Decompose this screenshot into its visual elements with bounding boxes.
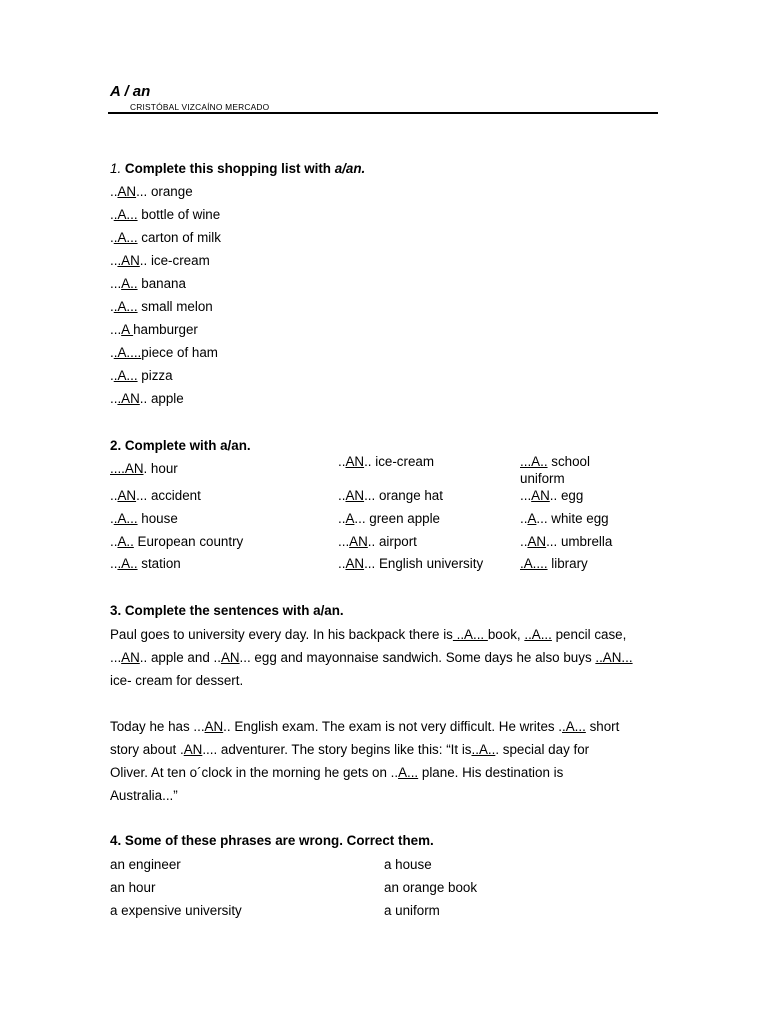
item-prefix: . — [110, 207, 114, 223]
item-text: .. egg — [549, 488, 584, 503]
item-prefix: .. — [110, 488, 118, 503]
item-text: ... accident — [136, 488, 201, 503]
item-text: ... white egg — [536, 511, 609, 526]
answer-blank: ....AN — [110, 461, 144, 476]
item-text-continued: uniform — [520, 471, 565, 486]
section-1-heading — [110, 160, 365, 177]
item-text: European country — [133, 534, 244, 549]
grid-cell — [110, 510, 178, 527]
grid-cell — [110, 533, 243, 550]
section-3-title: 3. Complete the sentences with a/an. — [110, 603, 344, 618]
answer-blank: .AN — [117, 391, 140, 407]
answer-blank: A.. — [121, 276, 138, 292]
item-text: hamburger — [133, 322, 198, 338]
list-item — [110, 344, 218, 361]
paragraph-line — [110, 649, 633, 666]
answer-blank: .A... — [113, 511, 138, 526]
answer-blank: A — [527, 511, 537, 526]
grid-cell — [520, 453, 590, 487]
item-prefix: . — [110, 345, 114, 361]
document-title: A / an — [110, 83, 151, 100]
item-text: bottle of wine — [137, 207, 221, 223]
item-text: ... umbrella — [546, 534, 613, 549]
phrase-item: an hour — [110, 880, 156, 895]
item-prefix: . — [110, 368, 114, 384]
section-1-title-emphasis: a/an. — [334, 161, 366, 176]
section-1-title: Complete this shopping list with — [124, 161, 335, 176]
list-item — [110, 183, 193, 200]
sentence-text: story about . — [110, 742, 184, 757]
answer-blank: AN — [117, 488, 137, 503]
grid-cell — [520, 510, 609, 527]
paragraph-line — [110, 787, 178, 804]
answer-blank: .AN — [117, 253, 140, 269]
answer-blank: AN — [183, 742, 203, 757]
sentence-text: ... — [110, 650, 122, 665]
item-prefix: . — [110, 230, 114, 246]
answer-blank: .A... — [113, 230, 138, 246]
item-prefix: .. — [520, 511, 528, 526]
item-text: carton of milk — [137, 230, 221, 246]
answer-blank: AN — [345, 454, 365, 469]
paragraph-line — [110, 626, 626, 643]
answer-blank: .A.... — [113, 345, 142, 361]
grid-cell — [110, 555, 181, 572]
grid-cell — [338, 453, 434, 470]
sentence-text: .. English exam. The exam is not very difficult. He writes . — [223, 719, 563, 734]
sentence-text: Today he has ... — [110, 719, 205, 734]
list-item — [110, 390, 184, 407]
sentence-text: ... egg and mayonnaise sandwich. Some days he also buys — [239, 650, 596, 665]
header-divider — [108, 112, 658, 114]
grid-cell — [520, 487, 583, 504]
answer-blank: .A... — [562, 719, 586, 734]
item-prefix: .. — [110, 391, 118, 407]
answer-blank: AN — [531, 488, 550, 503]
answer-blank: ..A.. — [471, 742, 496, 757]
list-item — [110, 252, 210, 269]
paragraph-line — [110, 741, 589, 758]
item-prefix: . — [110, 511, 114, 526]
grid-cell — [110, 487, 201, 504]
answer-blank: AN — [345, 488, 365, 503]
item-prefix: .. — [110, 184, 118, 199]
item-text: banana — [137, 276, 186, 292]
phrase-item: an engineer — [110, 857, 181, 872]
grid-cell — [520, 555, 588, 572]
paragraph-line — [110, 764, 563, 781]
item-text: ... orange hat — [364, 488, 443, 503]
answer-blank: A.. — [117, 534, 134, 549]
list-item — [110, 321, 198, 338]
answer-blank: AN — [527, 534, 547, 549]
grid-cell — [338, 510, 440, 527]
item-prefix: .. — [338, 511, 346, 526]
sentence-text: pencil case, — [551, 627, 627, 642]
item-text: ... green apple — [354, 511, 441, 526]
item-text: house — [137, 511, 178, 526]
item-text: pizza — [137, 368, 173, 384]
paragraph-line — [110, 718, 619, 735]
item-prefix: .. — [520, 534, 528, 549]
item-prefix: .. — [338, 454, 346, 469]
item-text: .. airport — [367, 534, 417, 549]
answer-blank: ..A... — [452, 627, 488, 642]
grid-cell — [338, 555, 483, 572]
item-prefix: ... — [110, 322, 122, 338]
sentence-text: .... adventurer. The story begins like this: “It is — [202, 742, 472, 757]
grid-cell — [520, 533, 612, 550]
answer-blank: ..A... — [524, 627, 552, 642]
answer-blank: AN — [121, 650, 140, 665]
item-text: ... English university — [364, 556, 484, 571]
answer-blank: AN — [204, 719, 224, 734]
item-text: piece of ham — [141, 345, 218, 361]
item-text: school — [547, 454, 590, 469]
sentence-text: short — [585, 719, 620, 734]
item-prefix: .. — [110, 534, 118, 549]
phrase-item: an orange book — [384, 880, 478, 895]
item-text: . hour — [143, 461, 178, 476]
phrase-item: a house — [384, 857, 432, 872]
item-prefix: . — [110, 299, 114, 315]
item-prefix: ... — [338, 534, 350, 549]
item-prefix: .. — [110, 253, 118, 269]
item-text: ... orange — [136, 184, 193, 199]
grid-cell — [338, 487, 443, 504]
item-text: .. apple — [139, 391, 184, 407]
list-item — [110, 206, 220, 223]
answer-blank: ...A.. — [520, 454, 548, 469]
phrase-item: a uniform — [384, 903, 440, 918]
sentence-text: . special day for — [495, 742, 590, 757]
answer-blank: .A.. — [117, 556, 138, 571]
answer-blank: AN — [220, 650, 240, 665]
answer-blank: AN — [349, 534, 368, 549]
sentence-text: Australia...” — [110, 788, 178, 803]
item-prefix: .. — [110, 556, 118, 571]
list-item — [110, 367, 173, 384]
section-4-title: 4. Some of these phrases are wrong. Correct them. — [110, 833, 434, 848]
item-text: .. ice-cream — [364, 454, 435, 469]
sentence-text: book, — [487, 627, 525, 642]
item-prefix: .. — [338, 556, 346, 571]
answer-blank: .A.... — [520, 556, 548, 571]
sentence-text: plane. His destination is — [418, 765, 564, 780]
answer-blank: .A... — [113, 299, 138, 315]
sentence-text: Oliver. At ten o´clock in the morning he gets on .. — [110, 765, 399, 780]
section-2-title: 2. Complete with a/an. — [110, 438, 251, 453]
answer-blank: A — [345, 511, 355, 526]
paragraph-line — [110, 672, 243, 689]
sentence-text: .. apple and .. — [139, 650, 221, 665]
item-prefix: ... — [110, 276, 122, 292]
item-text: library — [547, 556, 588, 571]
item-text: small melon — [137, 299, 213, 315]
item-prefix: .. — [338, 488, 346, 503]
author-name: CRISTÓBAL VIZCAÍNO MERCADO — [130, 102, 270, 112]
grid-cell — [110, 460, 178, 477]
sentence-text: ice- cream for dessert. — [110, 673, 244, 688]
answer-blank: .A... — [113, 368, 138, 384]
list-item — [110, 275, 186, 292]
answer-blank: A — [121, 322, 134, 338]
phrase-item: a expensive university — [110, 903, 242, 918]
answer-blank: AN — [117, 184, 137, 199]
list-item — [110, 229, 221, 246]
item-text: station — [137, 556, 181, 571]
grid-cell — [338, 533, 417, 550]
sentence-text: Paul goes to university every day. In his backpack there is — [110, 627, 453, 642]
item-prefix: ... — [520, 488, 532, 503]
answer-blank: A... — [398, 765, 419, 780]
list-item — [110, 298, 213, 315]
answer-blank: AN — [345, 556, 365, 571]
item-text: .. ice-cream — [139, 253, 210, 269]
section-1-number: 1. — [110, 161, 122, 176]
answer-blank: .A... — [113, 207, 138, 223]
answer-blank: ..AN... — [595, 650, 633, 665]
